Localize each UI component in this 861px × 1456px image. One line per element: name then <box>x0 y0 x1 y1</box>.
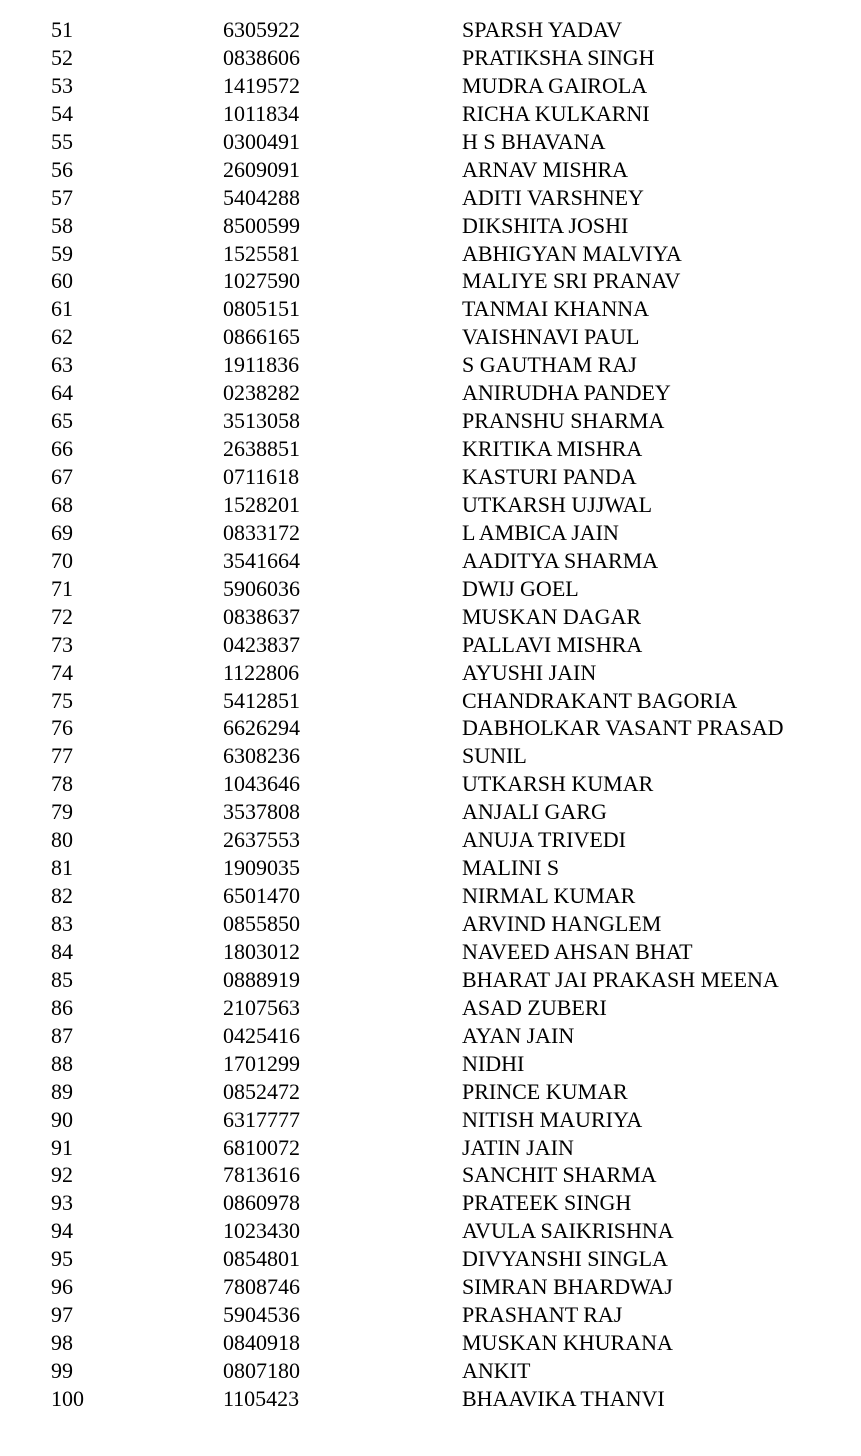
roll-number: 0300491 <box>223 128 300 154</box>
serial-number: 98 <box>51 1330 73 1356</box>
candidate-name: AVULA SAIKRISHNA <box>462 1218 674 1244</box>
roll-number: 6626294 <box>223 715 300 741</box>
serial-number: 77 <box>51 743 73 769</box>
table-row <box>0 323 861 351</box>
candidate-name: CHANDRAKANT BAGORIA <box>462 687 738 713</box>
candidate-name: ADITI VARSHNEY <box>462 184 644 210</box>
roll-number: 0855850 <box>223 911 300 936</box>
roll-number: 8500599 <box>223 212 300 238</box>
serial-number: 99 <box>51 1358 73 1383</box>
serial-number: 75 <box>51 687 73 713</box>
roll-number: 0423837 <box>223 631 300 657</box>
candidate-name: S GAUTHAM RAJ <box>462 352 637 378</box>
candidate-name: ARVIND HANGLEM <box>462 911 662 936</box>
roll-number: 0888919 <box>223 966 300 992</box>
candidate-name: L AMBICA JAIN <box>462 519 619 545</box>
table-row <box>0 407 861 435</box>
table-row <box>0 351 861 379</box>
candidate-name: NAVEED AHSAN BHAT <box>462 938 693 964</box>
roll-number: 3541664 <box>223 547 300 573</box>
candidate-name: JATIN JAIN <box>462 1134 574 1160</box>
roll-number: 0805151 <box>223 296 300 322</box>
roll-number: 0711618 <box>223 464 300 489</box>
roll-number: 1701299 <box>223 1050 300 1076</box>
table-row <box>0 212 861 240</box>
serial-number: 74 <box>51 659 73 685</box>
roll-number: 0838606 <box>223 44 300 70</box>
roll-number: 6317777 <box>223 1106 300 1132</box>
serial-number: 92 <box>51 1162 73 1188</box>
serial-number: 73 <box>51 631 73 657</box>
serial-number: 86 <box>51 994 73 1020</box>
roll-number: 1525581 <box>223 240 300 266</box>
table-row <box>0 1245 861 1273</box>
roll-number: 1419572 <box>223 72 300 98</box>
roll-number: 1027590 <box>223 268 300 294</box>
candidate-name: RICHA KULKARNI <box>462 100 650 126</box>
roll-number: 0860978 <box>223 1190 300 1216</box>
roll-number: 6305922 <box>223 17 300 42</box>
roll-number: 0238282 <box>223 380 300 406</box>
roll-number: 0838637 <box>223 603 300 629</box>
table-row <box>0 1189 861 1217</box>
candidate-name: AADITYA SHARMA <box>462 547 659 573</box>
serial-number: 83 <box>51 911 73 936</box>
serial-number: 55 <box>51 128 73 154</box>
serial-number: 71 <box>51 575 73 601</box>
candidate-name: ANIRUDHA PANDEY <box>462 380 671 406</box>
roll-number: 0854801 <box>223 1246 300 1272</box>
table-row <box>0 16 861 44</box>
serial-number: 100 <box>51 1385 84 1411</box>
candidate-name: AYAN JAIN <box>462 1022 575 1048</box>
candidate-name: ANJALI GARG <box>462 799 607 825</box>
roll-number: 1528201 <box>223 491 300 517</box>
candidate-name: AYUSHI JAIN <box>462 659 597 685</box>
table-row <box>0 128 861 156</box>
table-row <box>0 1134 861 1162</box>
serial-number: 96 <box>51 1274 73 1300</box>
table-row <box>0 1301 861 1329</box>
candidate-name: SPARSH YADAV <box>462 17 622 42</box>
candidate-name: ARNAV MISHRA <box>462 156 629 182</box>
serial-number: 65 <box>51 408 73 434</box>
serial-number: 82 <box>51 883 73 909</box>
serial-number: 67 <box>51 464 73 489</box>
candidate-name: KASTURI PANDA <box>462 464 637 489</box>
roll-number: 0425416 <box>223 1022 300 1048</box>
serial-number: 66 <box>51 436 73 462</box>
roll-number: 2638851 <box>223 436 300 462</box>
table-row <box>0 267 861 295</box>
serial-number: 93 <box>51 1190 73 1216</box>
roll-number: 3537808 <box>223 799 300 825</box>
table-row <box>0 631 861 659</box>
roll-number: 2609091 <box>223 156 300 182</box>
serial-number: 63 <box>51 352 73 378</box>
roll-number: 1023430 <box>223 1218 300 1244</box>
roll-number: 5412851 <box>223 687 300 713</box>
roll-number: 1011834 <box>223 100 300 126</box>
serial-number: 58 <box>51 212 73 238</box>
candidate-name: PRATEEK SINGH <box>462 1190 632 1216</box>
candidate-name: MUSKAN DAGAR <box>462 603 642 629</box>
serial-number: 95 <box>51 1246 73 1272</box>
candidate-name: ANKIT <box>462 1358 531 1383</box>
roll-number: 0807180 <box>223 1358 300 1383</box>
candidate-name: VAISHNAVI PAUL <box>462 324 640 350</box>
roll-number: 6810072 <box>223 1134 300 1160</box>
table-row <box>0 1161 861 1189</box>
table-row <box>0 1078 861 1106</box>
roll-number: 1803012 <box>223 938 300 964</box>
roll-number: 2107563 <box>223 994 300 1020</box>
serial-number: 53 <box>51 72 73 98</box>
serial-number: 88 <box>51 1050 73 1076</box>
candidate-name: MALIYE SRI PRANAV <box>462 268 681 294</box>
table-row <box>0 379 861 407</box>
roll-number: 0866165 <box>223 324 300 350</box>
table-row <box>0 1106 861 1134</box>
candidate-name: PRATIKSHA SINGH <box>462 44 655 70</box>
candidate-name: SUNIL <box>462 743 527 769</box>
table-row <box>0 184 861 212</box>
roll-number: 2637553 <box>223 827 300 853</box>
candidate-name: NIRMAL KUMAR <box>462 883 636 909</box>
roll-number: 1909035 <box>223 855 300 881</box>
candidate-name: SIMRAN BHARDWAJ <box>462 1274 673 1300</box>
table-row <box>0 435 861 463</box>
serial-number: 51 <box>51 17 73 42</box>
serial-number: 90 <box>51 1106 73 1132</box>
candidate-name: DABHOLKAR VASANT PRASAD <box>462 715 784 741</box>
table-row <box>0 798 861 826</box>
roll-number: 5904536 <box>223 1302 300 1328</box>
roll-number: 0852472 <box>223 1078 300 1104</box>
serial-number: 59 <box>51 240 73 266</box>
serial-number: 97 <box>51 1302 73 1328</box>
table-row <box>0 994 861 1022</box>
candidate-name: BHARAT JAI PRAKASH MEENA <box>462 966 779 992</box>
candidate-name: MUDRA GAIROLA <box>462 72 648 98</box>
candidate-name: PRANSHU SHARMA <box>462 408 665 434</box>
table-row <box>0 1217 861 1245</box>
serial-number: 54 <box>51 100 73 126</box>
serial-number: 64 <box>51 380 73 406</box>
table-row <box>0 966 861 994</box>
table-row <box>0 547 861 575</box>
table-row <box>0 910 861 938</box>
candidate-name: TANMAI KHANNA <box>462 296 650 322</box>
table-row <box>0 72 861 100</box>
roll-number: 1122806 <box>223 659 300 685</box>
roll-number: 6501470 <box>223 883 300 909</box>
serial-number: 70 <box>51 547 73 573</box>
candidate-name: ASAD ZUBERI <box>462 994 607 1020</box>
candidate-list <box>0 16 861 1413</box>
serial-number: 84 <box>51 938 73 964</box>
candidate-name: PALLAVI MISHRA <box>462 631 643 657</box>
table-row <box>0 659 861 687</box>
roll-number: 6308236 <box>223 743 300 769</box>
serial-number: 87 <box>51 1022 73 1048</box>
candidate-name: MALINI S <box>462 855 560 881</box>
serial-number: 72 <box>51 603 73 629</box>
candidate-name: UTKARSH UJJWAL <box>462 491 653 517</box>
serial-number: 76 <box>51 715 73 741</box>
roll-number: 5404288 <box>223 184 300 210</box>
roll-number: 0833172 <box>223 519 300 545</box>
table-row <box>0 1022 861 1050</box>
table-row <box>0 156 861 184</box>
serial-number: 80 <box>51 827 73 853</box>
serial-number: 60 <box>51 268 73 294</box>
candidate-name: ANUJA TRIVEDI <box>462 827 626 853</box>
table-row <box>0 1385 861 1413</box>
candidate-name: PRASHANT RAJ <box>462 1302 623 1328</box>
roll-number: 7813616 <box>223 1162 300 1188</box>
candidate-name: H S BHAVANA <box>462 128 606 154</box>
candidate-name: PRINCE KUMAR <box>462 1078 628 1104</box>
serial-number: 78 <box>51 771 73 797</box>
table-row <box>0 1329 861 1357</box>
serial-number: 81 <box>51 855 73 881</box>
table-row <box>0 742 861 770</box>
table-row <box>0 463 861 491</box>
table-row <box>0 1357 861 1385</box>
table-row <box>0 295 861 323</box>
table-row <box>0 770 861 798</box>
candidate-name: NITISH MAURIYA <box>462 1106 643 1132</box>
roll-number: 1043646 <box>223 771 300 797</box>
roll-number: 0840918 <box>223 1330 300 1356</box>
table-row <box>0 1050 861 1078</box>
candidate-name: ABHIGYAN MALVIYA <box>462 240 682 266</box>
serial-number: 85 <box>51 966 73 992</box>
table-row <box>0 1273 861 1301</box>
table-row <box>0 714 861 742</box>
candidate-name: KRITIKA MISHRA <box>462 436 643 462</box>
table-row <box>0 882 861 910</box>
roll-number: 1911836 <box>223 352 300 378</box>
table-row <box>0 575 861 603</box>
serial-number: 68 <box>51 491 73 517</box>
serial-number: 89 <box>51 1078 73 1104</box>
candidate-name: MUSKAN KHURANA <box>462 1330 673 1356</box>
candidate-name: BHAAVIKA THANVI <box>462 1385 665 1411</box>
roll-number: 5906036 <box>223 575 300 601</box>
table-row <box>0 603 861 631</box>
serial-number: 61 <box>51 296 73 322</box>
serial-number: 69 <box>51 519 73 545</box>
table-row <box>0 938 861 966</box>
candidate-name: DIKSHITA JOSHI <box>462 212 629 238</box>
table-row <box>0 687 861 715</box>
serial-number: 57 <box>51 184 73 210</box>
serial-number: 62 <box>51 324 73 350</box>
serial-number: 52 <box>51 44 73 70</box>
table-row <box>0 519 861 547</box>
table-row <box>0 491 861 519</box>
serial-number: 79 <box>51 799 73 825</box>
table-row <box>0 44 861 72</box>
table-row <box>0 854 861 882</box>
serial-number: 94 <box>51 1218 73 1244</box>
table-row <box>0 826 861 854</box>
roll-number: 1105423 <box>223 1385 300 1411</box>
candidate-name: NIDHI <box>462 1050 525 1076</box>
roll-number: 7808746 <box>223 1274 300 1300</box>
serial-number: 56 <box>51 156 73 182</box>
candidate-name: SANCHIT SHARMA <box>462 1162 657 1188</box>
table-row <box>0 240 861 268</box>
candidate-name: UTKARSH KUMAR <box>462 771 654 797</box>
table-row <box>0 100 861 128</box>
candidate-name: DIVYANSHI SINGLA <box>462 1246 668 1272</box>
serial-number: 91 <box>51 1134 73 1160</box>
candidate-name: DWIJ GOEL <box>462 575 579 601</box>
roll-number: 3513058 <box>223 408 300 434</box>
